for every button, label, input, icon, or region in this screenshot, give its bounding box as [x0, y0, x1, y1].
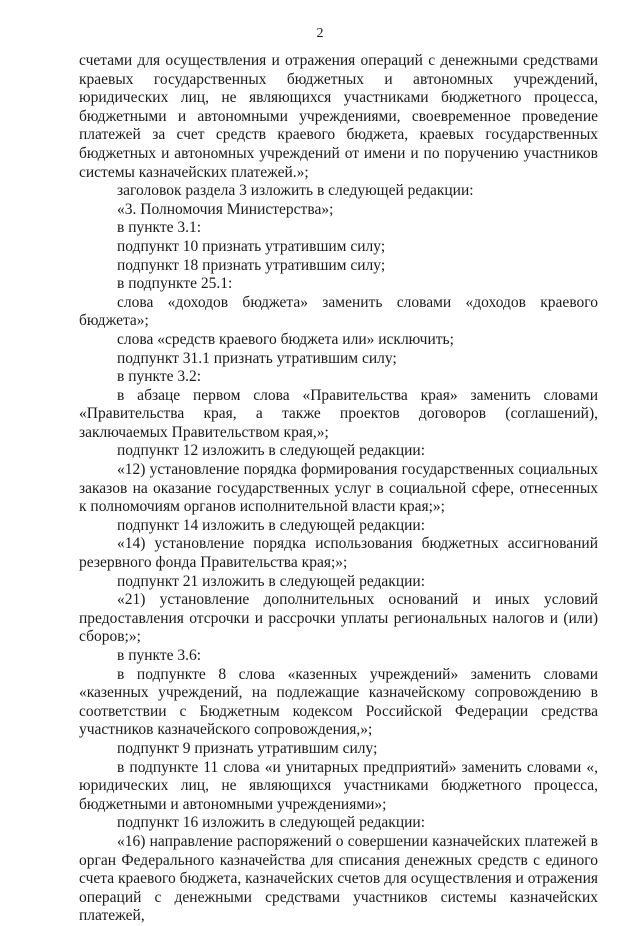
paragraph: в пункте 3.2:	[117, 368, 202, 386]
paragraph: «16) направление распоряжений о совершении казначейских платежей в орган Федерального казначейства для списания денежных средств с единого счета краевого бюджета, казначейских счетов для осуществления и отражения операций с денежными средствами участников системы казначейских платежей,	[79, 832, 598, 925]
paragraph: подпункт 18 признать утратившим силу;	[117, 256, 386, 274]
paragraph: подпункт 21 изложить в следующей редакции:	[117, 572, 426, 590]
paragraph: в пункте 3.6:	[117, 647, 202, 664]
paragraph: заголовок раздела 3 изложить в следующей редакции:	[117, 182, 474, 200]
paragraph: подпункт 10 признать утратившим силу;	[117, 237, 386, 255]
paragraph: в пункте 3.1:	[117, 219, 202, 237]
page-number: 2	[316, 26, 324, 41]
paragraph: подпункт 31.1 признать утратившим силу;	[117, 349, 397, 367]
paragraph: счетами для осуществления и отражения операций с денежными средствами краевых государственных бюджетных и автономных учреждений, юридических лиц, не являющихся участниками бюджетного процесса, бюджетными и автономными учреждениями, своевременное проведение платежей за счет средств краевого бюджета, краевых государственных бюджетных и автономных учреждений от имени и по поручению участников системы казначейских платежей.»;	[79, 52, 598, 181]
paragraph: в подпункте 25.1:	[117, 275, 233, 293]
paragraph: «12) установление порядка формирования государственных социальных заказов на оказание государственных услуг в социальной сфере, отнесенных к полномочиям органов исполнительной власти края;»;	[79, 461, 598, 516]
paragraph: слова «доходов бюджета» заменить словами «доходов краевого бюджета»;	[79, 293, 598, 330]
paragraph: «14) установление порядка использования бюджетных ассигнований резервного фонда Правительства края;»;	[79, 535, 598, 572]
document-body	[79, 52, 598, 926]
paragraph: подпункт 12 изложить в следующей редакции:	[117, 442, 426, 460]
paragraph: подпункт 16 изложить в следующей редакции:	[117, 814, 426, 832]
paragraph: в подпункте 8 слова «казенных учреждений» заменить словами «казенных учреждений, на подлежащие казначейскому сопровождению в соответствии с Бюджетным кодексом Российской Федерации средства участников казначейского сопровождения,»;	[79, 665, 598, 739]
paragraph: подпункт 14 изложить в следующей редакции:	[117, 516, 426, 534]
paragraph: в подпункте 11 слова «и унитарных предприятий» заменить словами «, юридических лиц, не являющихся участниками бюджетного процесса, бюджетными и автономными учреждениями»;	[79, 758, 598, 813]
paragraph: «3. Полномочия Министерства»;	[117, 200, 334, 218]
paragraph: в абзаце первом слова «Правительства края» заменить словами «Правительства края, а также проектов договоров (соглашений), заключаемых Правительством края,»;	[79, 386, 598, 441]
paragraph: слова «средств краевого бюджета или» исключить;	[117, 330, 454, 348]
paragraph: «21) установление дополнительных оснований и иных условий предоставления отсрочки и рассрочки уплаты региональных налогов и (или) сборов;»;	[79, 591, 598, 646]
paragraph: подпункт 9 признать утратившим силу;	[117, 739, 378, 757]
